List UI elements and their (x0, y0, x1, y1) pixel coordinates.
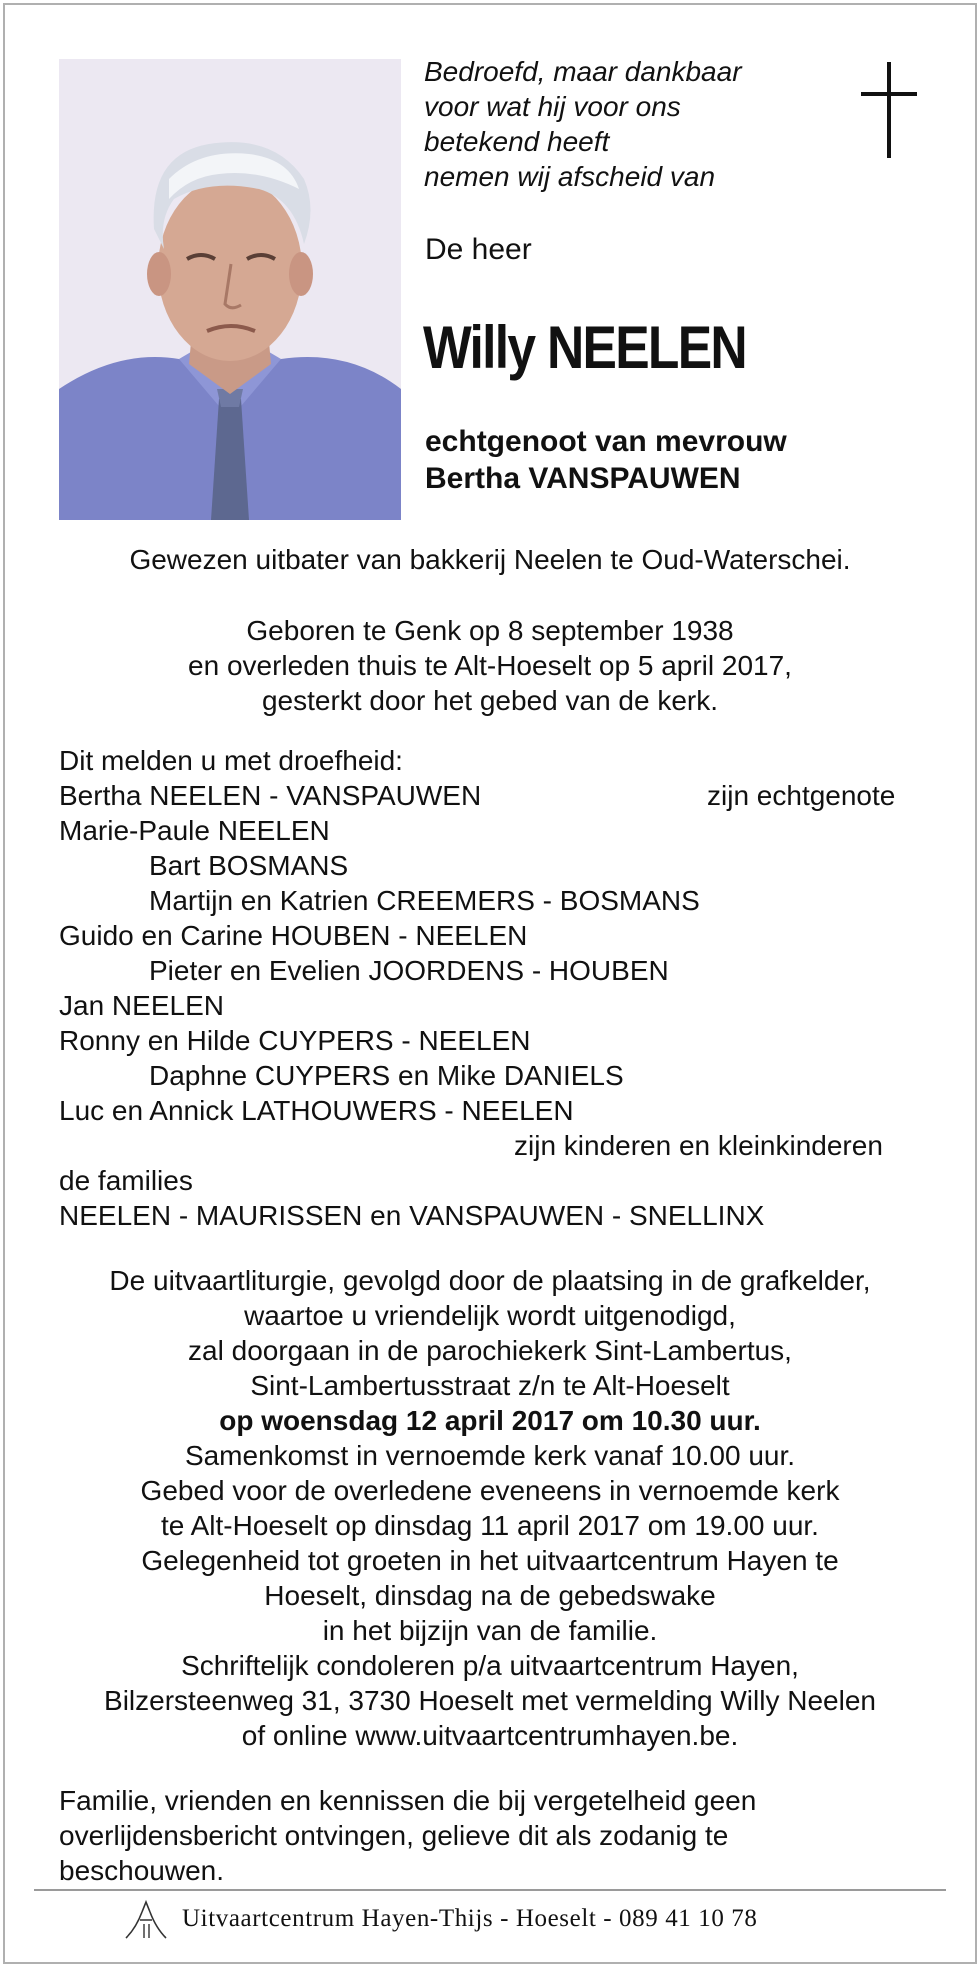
closing-line: Familie, vrienden en kennissen die bij vergetelheid geen (59, 1785, 757, 1816)
mourner-entry: Jan NEELEN (59, 990, 224, 1021)
mourner-entry: Ronny en Hilde CUYPERS - NEELEN (59, 1025, 531, 1056)
funeral-line: zal doorgaan in de parochiekerk Sint-Lambertus, (188, 1335, 792, 1366)
funeral-line: Bilzersteenweg 31, 3730 Hoeselt met vermelding Willy Neelen (104, 1685, 876, 1716)
spouse-line: Bertha VANSPAUWEN (425, 462, 741, 495)
children-role: zijn kinderen en kleinkinderen (514, 1130, 883, 1161)
funeral-line: te Alt-Hoeselt op dinsdag 11 april 2017 om 19.00 uur. (161, 1510, 819, 1541)
funeral-line: Gebed voor de overledene eveneens in vernoemde kerk (140, 1475, 840, 1506)
funeral-line: Schriftelijk condoleren p/a uitvaartcentrum Hayen, (181, 1650, 799, 1681)
funeral-line: Gelegenheid tot groeten in het uitvaartcentrum Hayen te (141, 1545, 839, 1576)
portrait-illustration (59, 59, 401, 520)
spouse-info (425, 423, 787, 497)
funeral-home-contact: Uitvaartcentrum Hayen-Thijs - Hoeselt - 089 41 10 78 (182, 1905, 758, 1932)
closing-line: beschouwen. (59, 1855, 225, 1886)
mourners-heading: Dit melden u met droefheid: (59, 745, 403, 776)
funeral-home-logo-icon (122, 1898, 170, 1942)
families-names: NEELEN - MAURISSEN en VANSPAUWEN - SNELLINX (59, 1200, 765, 1231)
funeral-line: Samenkomst in vernoemde kerk vanaf 10.00 uur. (184, 1440, 796, 1471)
mourner-spouse: Bertha NEELEN - VANSPAUWEN (59, 780, 482, 811)
portrait-photo (59, 59, 401, 520)
cross-icon (861, 60, 921, 160)
intro-line: Bedroefd, maar dankbaar (424, 56, 742, 87)
funeral-date: op woensdag 12 april 2017 om 10.30 uur. (219, 1405, 761, 1436)
families-heading: de families (59, 1165, 193, 1196)
deceased-name: Willy NEELEN (423, 314, 746, 381)
mourner-entry: Guido en Carine HOUBEN - NEELEN (59, 920, 528, 951)
mourner-spouse-role: zijn echtgenote (707, 780, 896, 811)
intro-line: betekend heeft (424, 126, 610, 157)
footer-divider (34, 1889, 946, 1891)
intro-text (424, 54, 804, 194)
birth-death-line: en overleden thuis te Alt-Hoeselt op 5 april 2017, (188, 650, 792, 681)
intro-line: nemen wij afscheid van (424, 161, 716, 192)
intro-line: voor wat hij voor ons (424, 91, 681, 122)
funeral-line: Sint-Lambertusstraat z/n te Alt-Hoeselt (250, 1370, 730, 1401)
occupation: Gewezen uitbater van bakkerij Neelen te Oud-Waterschei. (129, 544, 851, 575)
funeral-line: in het bijzijn van de familie. (322, 1615, 658, 1646)
mourner-entry: Marie-Paule NEELEN (59, 815, 330, 846)
mourner-entry: Martijn en Katrien CREEMERS - BOSMANS (149, 885, 700, 916)
funeral-line: Hoeselt, dinsdag na de gebedswake (264, 1580, 716, 1611)
mourner-entry: Daphne CUYPERS en Mike DANIELS (149, 1060, 624, 1091)
funeral-line: waartoe u vriendelijk wordt uitgenodigd, (244, 1300, 736, 1331)
mourner-entry: Bart BOSMANS (149, 850, 349, 881)
spouse-line: echtgenoot van mevrouw (425, 425, 787, 458)
mourner-entry: Luc en Annick LATHOUWERS - NEELEN (59, 1095, 574, 1126)
title-prefix: De heer (425, 233, 532, 266)
birth-death-line: Geboren te Genk op 8 september 1938 (246, 615, 734, 646)
funeral-line: of online www.uitvaartcentrumhayen.be. (241, 1720, 739, 1751)
closing-line: overlijdensbericht ontvingen, gelieve dit als zodanig te (59, 1820, 729, 1851)
mourner-entry: Pieter en Evelien JOORDENS - HOUBEN (149, 955, 669, 986)
birth-death-line: gesterkt door het gebed van de kerk. (261, 685, 719, 716)
funeral-line: De uitvaartliturgie, gevolgd door de plaatsing in de grafkelder, (109, 1265, 871, 1296)
